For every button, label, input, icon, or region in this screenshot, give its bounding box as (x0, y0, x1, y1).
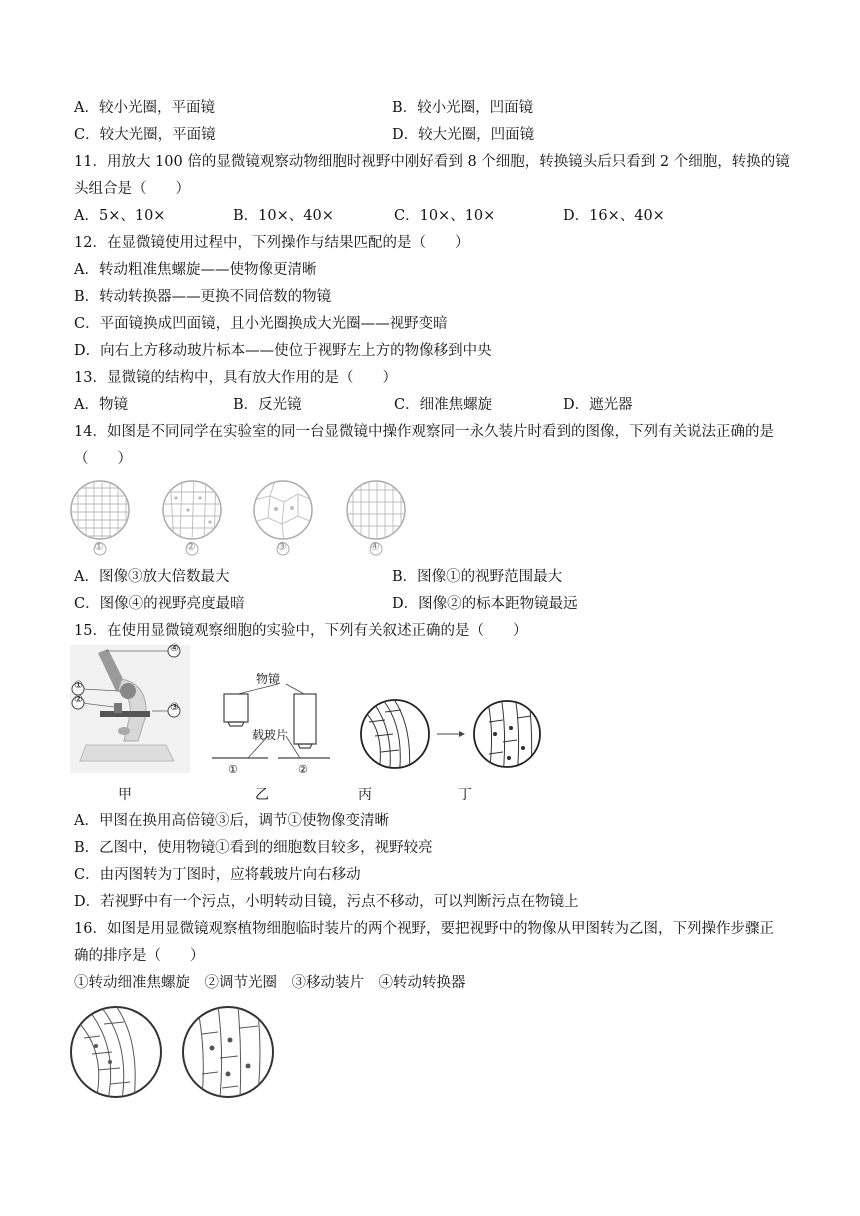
microscope-label-2: ② (74, 694, 83, 705)
q13-option-d: D．遮光器 (563, 397, 633, 413)
q15-stem: 15．在使用显微镜观察细胞的实验中，下列有关叙述正确的是（ ） (74, 623, 528, 639)
q16-field-views (66, 1004, 278, 1100)
view-yi-image (183, 1006, 273, 1098)
q16-stem-line1: 16．如图是用显微镜观察植物细胞临时装片的两个视野，要把视野中的物像从甲图转为乙图，下列操作步骤正 (74, 921, 774, 937)
q10-option-c: C．较大光圈，平面镜 (74, 127, 216, 143)
q14-label-2: ② (186, 540, 196, 553)
q12-option-b: B．转动转换器——更换不同倍数的物镜 (74, 289, 332, 305)
q15-field-views (355, 692, 545, 780)
view-ding-image (474, 696, 540, 776)
q10-option-d: D．较大光圈，凹面镜 (392, 127, 535, 143)
objective-num-1: ① (228, 763, 238, 776)
view-4-image (347, 478, 406, 542)
q11-option-b: B．10×、40× (233, 208, 334, 224)
slide-label: 载玻片 (252, 728, 289, 742)
caption-ding: 丁 (458, 787, 472, 803)
q14-label-4: ④ (370, 540, 380, 553)
q14-label-1: ① (94, 540, 104, 553)
q12-option-a: A．转动粗准焦螺旋——使物像更清晰 (74, 262, 317, 278)
q14-option-a: A．图像③放大倍数最大 (74, 569, 230, 585)
q13-stem: 13．显微镜的结构中，具有放大作用的是（ ） (74, 370, 397, 386)
microscope-label-4: ④ (170, 643, 179, 654)
q14-option-b: B．图像①的视野范围最大 (392, 569, 563, 585)
view-bing-image (361, 698, 429, 776)
q13-option-a: A．物镜 (74, 397, 128, 413)
q11-option-d: D．16×、40× (563, 208, 665, 224)
q10-option-a: A．较小光圈，平面镜 (74, 100, 215, 116)
view-2-image (163, 478, 222, 542)
objective-label: 物镜 (256, 672, 281, 686)
view-3-image (254, 478, 312, 542)
caption-yi: 乙 (255, 787, 269, 803)
microscope-label-3: ③ (170, 702, 179, 713)
q15-option-b: B．乙图中，使用物镜①看到的细胞数目较多，视野较亮 (74, 840, 433, 856)
q12-option-d: D．向右上方移动玻片标本——使位于视野左上方的物像移到中央 (74, 343, 492, 359)
q16-stem-line2: 确的排序是（ ） (74, 948, 205, 964)
q14-stem-line2: （ ） (74, 451, 132, 467)
q13-option-c: C．细准焦螺旋 (394, 397, 493, 413)
q14-option-c: C．图像④的视野亮度最暗 (74, 596, 245, 612)
q15-option-a: A．甲图在换用高倍镜③后，调节①使物像变清晰 (74, 813, 389, 829)
q13-option-b: B．反光镜 (233, 397, 302, 413)
q11-option-a: A．5×、10× (74, 208, 166, 224)
q12-stem: 12．在显微镜使用过程中，下列操作与结果匹配的是（ ） (74, 235, 470, 251)
q10-option-b: B．较小光圈，凹面镜 (392, 100, 534, 116)
q14-label-3: ③ (277, 540, 287, 553)
caption-bing: 丙 (358, 787, 372, 803)
q14-stem-line1: 14．如图是不同同学在实验室的同一台显微镜中操作观察同一永久装片时看到的图像，下列有关说法正确的是 (74, 424, 774, 440)
q12-option-c: C．平面镜换成凹面镜，且小光圈换成大光圈——视野变暗 (74, 316, 448, 332)
q11-stem-line1: 11．用放大 100 倍的显微镜观察动物细胞时视野中刚好看到 8 个细胞，转换镜头后只看到 2 个细胞，转换的镜 (74, 154, 790, 170)
q11-option-c: C．10×、10× (394, 208, 496, 224)
q15-option-c: C．由丙图转为丁图时，应将载玻片向右移动 (74, 867, 361, 883)
q14-cell-field-images (70, 478, 420, 558)
q11-stem-line2: 头组合是（ ） (74, 181, 190, 197)
q16-steps: ①转动细准焦螺旋 ②调节光圈 ③移动装片 ④转动转换器 (74, 975, 466, 991)
caption-jia: 甲 (118, 787, 132, 803)
q15-option-d: D．若视野中有一个污点，小明转动目镜，污点不移动，可以判断污点在物镜上 (74, 894, 579, 910)
view-1-image (70, 478, 130, 542)
microscope-label-1: ① (74, 680, 83, 691)
objective-num-2: ② (298, 763, 308, 776)
q14-option-d: D．图像②的标本距物镜最远 (392, 596, 578, 612)
view-jia-image (71, 1006, 161, 1100)
